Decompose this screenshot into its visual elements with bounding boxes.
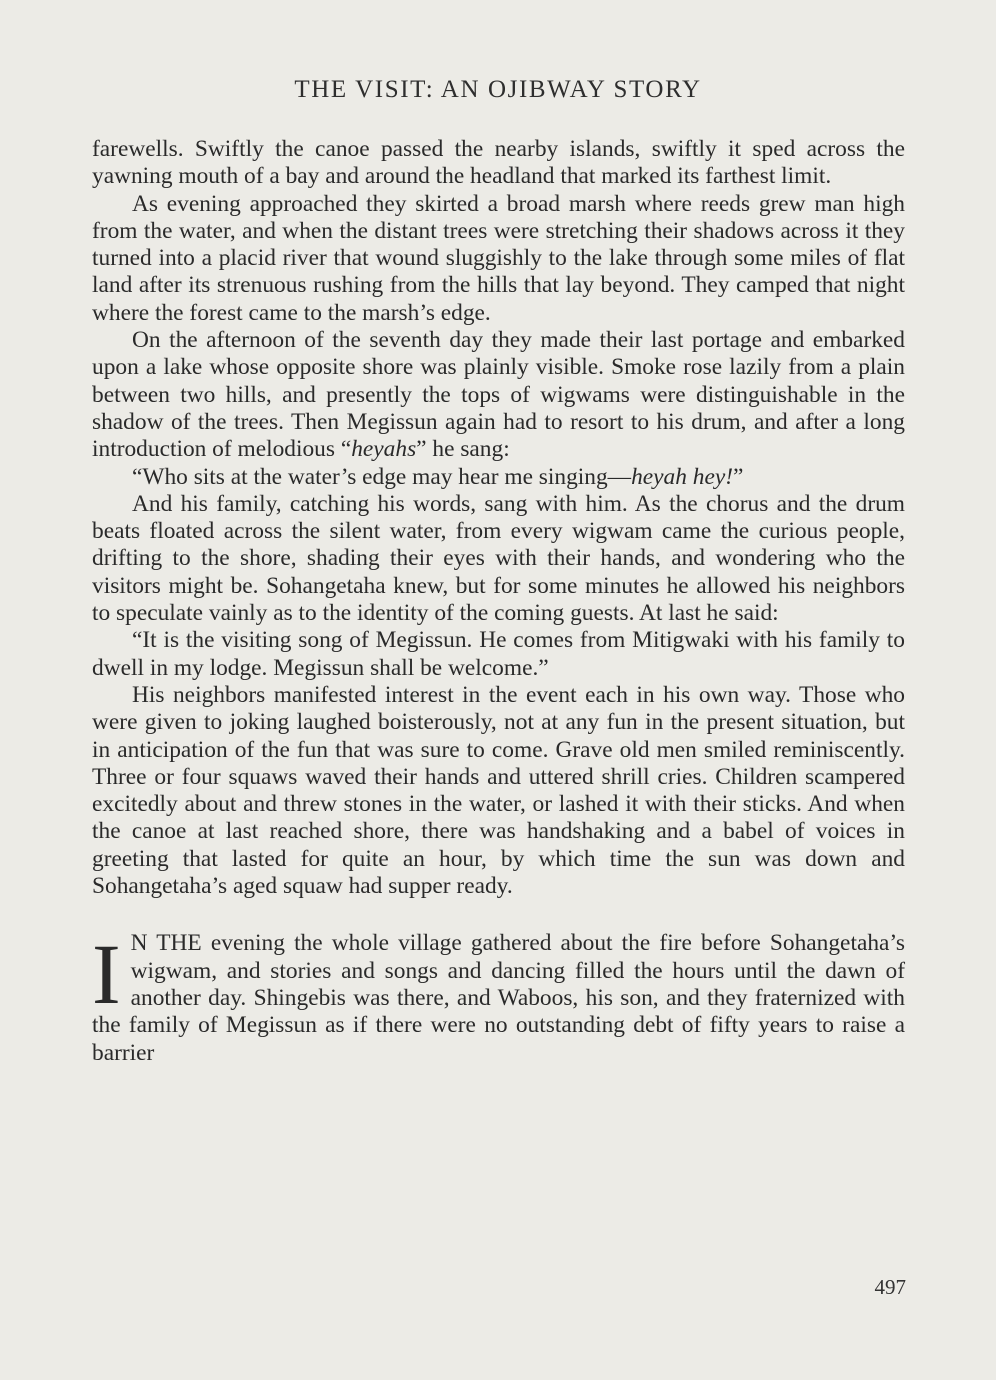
paragraph-continued: farewells. Swiftly the canoe passed the nearby islands, swiftly it sped across the yawning mouth of a bay and around the headland that marked its farthest limit. [92,136,905,190]
paragraph-text: On the afternoon of the seventh day they made their last portage and embarked upon a lake whose opposite shore was plainly visible. Smoke rose lazily from a plain between two hills, and presently the tops of wigwams were distinguishable in the shadow of the trees. Then Megissun again had to resort to his drum, and after a long introduction of melodious “ [92,327,905,463]
italic-word: heyahs [351,436,417,463]
paragraph: As evening approached they skirted a broad marsh where reeds grew man high from the water, and when the distant trees were stretching their shadows across it they turned into a placid river that wound sluggishly to the lake through some miles of flat land after its strenuous rushing from the hills that lay beyond. They camped that night where the forest came to the marsh’s edge. [92,190,905,326]
section-break-paragraph [92,926,905,1066]
page-number: 497 [874,1275,906,1299]
body-text [92,136,905,1067]
paragraph: “It is the visiting song of Megissun. He comes from Mitigwaki with his family to dwell in my lodge. Megissun shall be welcome.” [92,627,905,681]
paragraph: N THE evening the whole village gathered about the fire before Sohangetaha’s wigwam, and stories and songs and dancing filled the hours until the dawn of another day. Shingebis was there, and Waboos, his son, and they fraternized with the family of Megissun as if there were no outstanding debt of fifty years to raise a barrier [92,930,905,1066]
paragraph [92,327,905,463]
paragraph: And his family, catching his words, sang with him. As the chorus and the drum beats floated across the silent water, from every wigwam came the curious people, drifting to the shore, shading their eyes with their hands, and wondering who the visitors might be. Sohangetaha knew, but for some minutes he allowed his neighbors to speculate vainly as to the identity of the coming guests. At last he said: [92,490,905,627]
drop-cap: I [92,926,121,1023]
running-title: THE VISIT: AN OJIBWAY STORY [294,76,702,103]
paragraph-text: ” he sang: [416,436,510,463]
italic-word: heyah hey! [631,463,734,490]
paragraph: His neighbors manifested interest in the event each in his own way. Those who were given to joking laughed boisterously, not at any fun in the present situation, but in anticipation of the fun that was sure to come. Grave old men smiled reminiscently. Three or four squaws waved their hands and uttered shrill cries. Children scampered excitedly about and threw stones in the water, or lashed it with their sticks. And when the canoe at last reached shore, there was handshaking and a babel of voices in greeting that lasted for quite an hour, by which time the sun was down and Sohangetaha’s aged squaw had supper ready. [92,681,905,900]
paragraph-text: ” [733,463,744,490]
song-line [92,464,905,491]
paragraph-text: “Who sits at the water’s edge may hear me singing— [132,463,632,490]
